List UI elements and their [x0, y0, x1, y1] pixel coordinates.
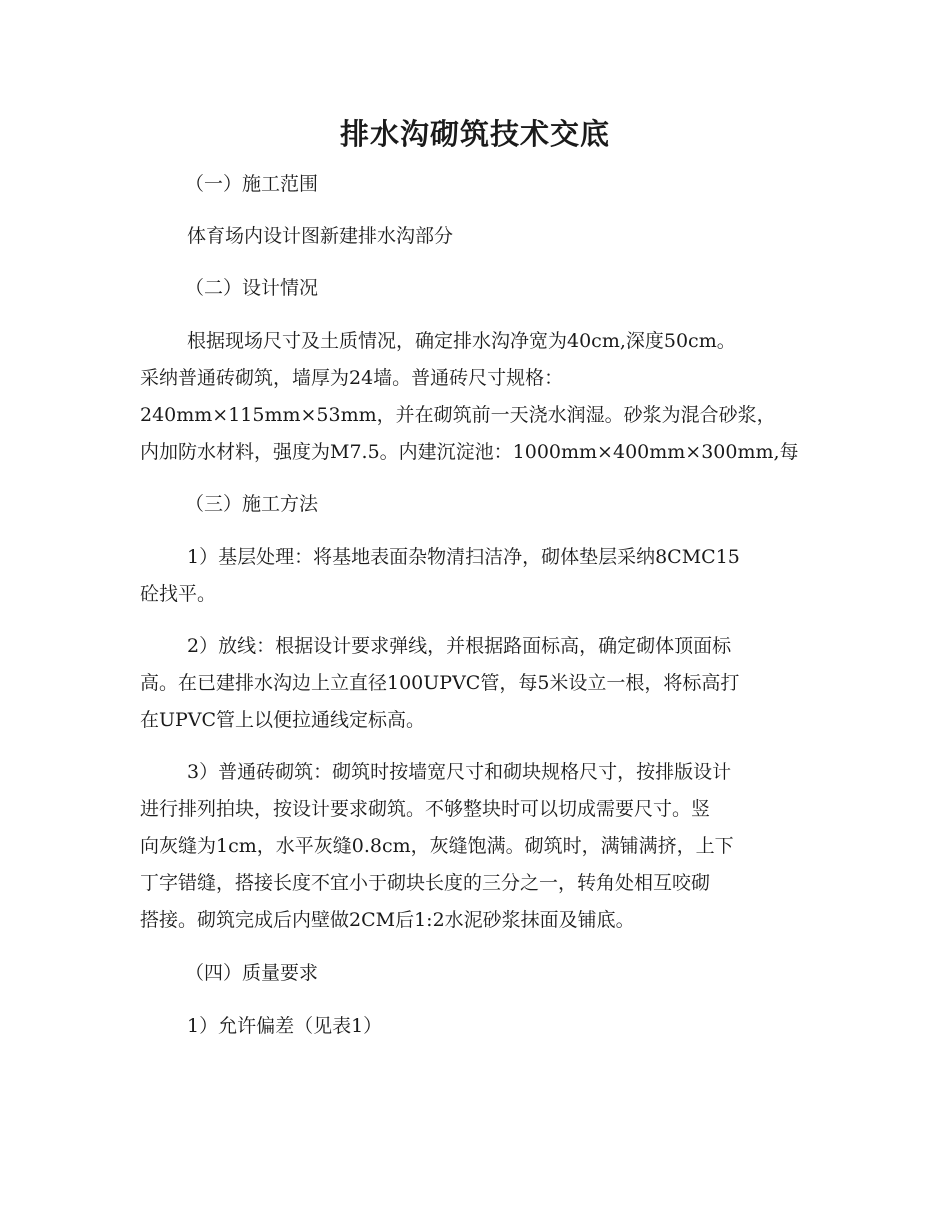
method-item-3-line: 向灰缝为1cm，水平灰缝0.8cm，灰缝饱满。砌筑时，满铺满挤，上下	[140, 835, 734, 857]
method-item-2-line: 在UPVC管上以便拉通线定标高。	[140, 709, 426, 731]
method-item-3-line: 进行排列拍块，按设计要求砌筑。不够整块时可以切成需要尺寸。竖	[140, 798, 711, 820]
method-item-1-line: 1）基层处理：将基地表面杂物清扫洁净，砌体垫层采纳8CMC15	[187, 546, 740, 568]
section-heading-quality: （四）质量要求	[185, 962, 319, 984]
method-item-2-line: 2）放线：根据设计要求弹线，并根据路面标高，确定砌体顶面标	[187, 635, 732, 657]
method-item-2-line: 高。在已建排水沟边上立直径100UPVC管，每5米设立一根，将标高打	[140, 672, 740, 694]
document-title: 排水沟砌筑技术交底	[339, 117, 610, 151]
design-paragraph-line: 240mm×115mm×53mm，并在砌筑前一天浇水润湿。砂浆为混合砂浆，	[140, 404, 776, 426]
method-item-3-line: 3）普通砖砌筑：砌筑时按墙宽尺寸和砌块规格尺寸，按排版设计	[187, 761, 732, 783]
design-paragraph-line: 内加防水材料，强度为M7.5。内建沉淀池：1000mm×400mm×300mm,每	[140, 441, 799, 463]
design-paragraph-line: 采纳普通砖砌筑，墙厚为24墙。普通砖尺寸规格：	[140, 367, 564, 389]
method-item-1-line: 砼找平。	[140, 583, 217, 605]
scope-text: 体育场内设计图新建排水沟部分	[187, 225, 454, 247]
section-heading-method: （三）施工方法	[185, 493, 319, 515]
design-paragraph-line: 根据现场尺寸及土质情况，确定排水沟净宽为40cm,深度50cm。	[187, 330, 736, 352]
method-item-3-line: 搭接。砌筑完成后内壁做2CM后1:2水泥砂浆抹面及铺底。	[140, 909, 635, 931]
section-heading-scope: （一）施工范围	[185, 173, 319, 195]
quality-item-1: 1）允许偏差（见表1）	[187, 1015, 383, 1037]
method-item-3-line: 丁字错缝，搭接长度不宜小于砌块长度的三分之一，转角处相互咬砌	[140, 872, 711, 894]
section-heading-design: （二）设计情况	[185, 277, 319, 299]
